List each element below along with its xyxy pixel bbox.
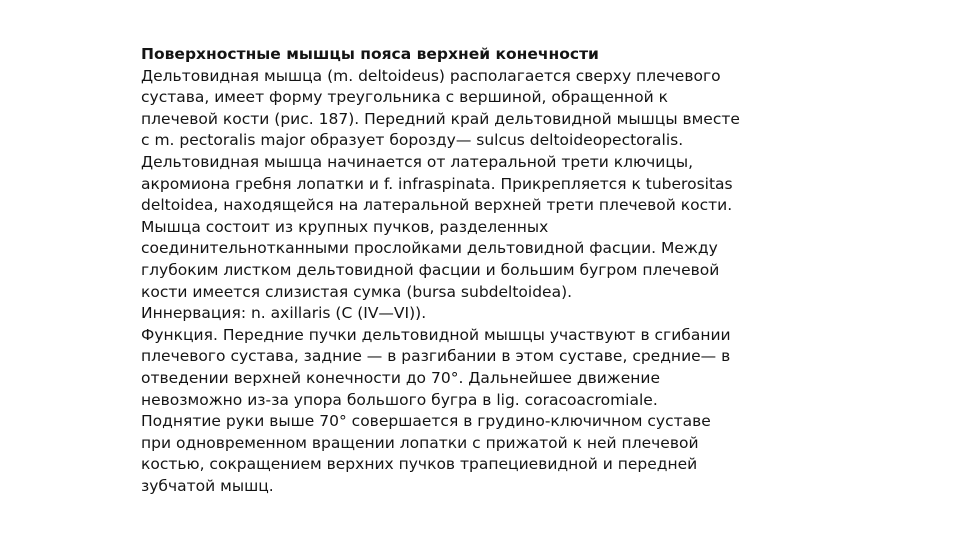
text-line: отведении верхней конечности до 70°. Дальнейшее движение — [141, 368, 661, 387]
slide-title: Поверхностные мышцы пояса верхней конечности — [141, 45, 599, 63]
text-line: при одновременном вращении лопатки с прижатой к ней плечевой — [141, 433, 699, 452]
text-line: deltoidea, находящейся на латеральной верхней трети плечевой кости. — [141, 196, 733, 215]
text-line: плечевого сустава, задние — в разгибании в этом суставе, средние— в — [141, 347, 731, 366]
text-line: Мышца состоит из крупных пучков, разделенных — [141, 217, 549, 236]
text-line: глубоким листком дельтовидной фасции и большим бугром плечевой — [141, 260, 720, 279]
text-line: костью, сокращением верхних пучков трапециевидной и передней — [141, 455, 698, 474]
text-block — [141, 44, 841, 497]
text-line: Иннервация: n. axillaris (C (IV—VI)). — [141, 304, 427, 323]
text-line: плечевой кости (рис. 187). Передний край дельтовидной мышцы вместе — [141, 109, 740, 128]
text-line: невозможно из-за упора большого бугра в lig. coracoacromiale. — [141, 390, 658, 409]
text-line: соединительнотканными прослойками дельтовидной фасции. Между — [141, 239, 718, 258]
text-line: Функция. Передние пучки дельтовидной мышцы участвуют в сгибании — [141, 325, 731, 344]
text-line: Дельтовидная мышца начинается от латеральной трети ключицы, — [141, 152, 694, 171]
text-line: кости имеется слизистая сумка (bursa subdeltoidea). — [141, 282, 573, 301]
text-line: Поднятие руки выше 70° совершается в грудино-ключичном суставе — [141, 412, 711, 431]
text-line: зубчатой мышц. — [141, 476, 274, 495]
text-line: сустава, имеет форму треугольника с вершиной, обращенной к — [141, 88, 669, 107]
text-line: акромиона гребня лопатки и f. infraspinata. Прикрепляется к tuberositas — [141, 174, 733, 193]
text-line: с m. pectoralis major образует борозду— sulcus deltoideopectoralis. — [141, 131, 684, 150]
text-line: Дельтовидная мышца (m. deltoideus) располагается сверху плечевого — [141, 66, 721, 85]
